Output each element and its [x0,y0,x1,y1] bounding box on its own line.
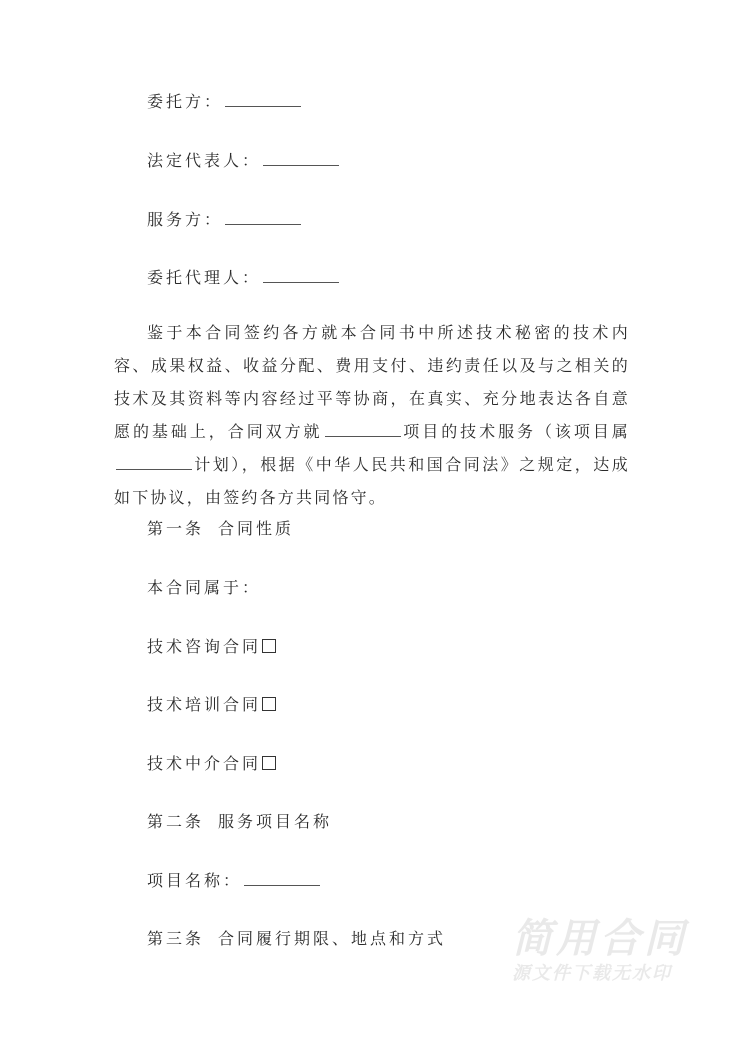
legal-representative-label: 法定代表人： [147,151,262,170]
article-3-number: 第三条 [147,929,205,948]
project-name-value-blank[interactable] [244,871,320,886]
article-1-heading [147,519,294,539]
preamble-paragraph [114,316,630,514]
preamble-text-3: 计划），根据《中华人民共和国合同法》之规定，达成如下协议，由签约各方共同恪守。 [114,455,630,507]
watermark [512,917,688,985]
preamble-text-1: 鉴于本合同签约各方就本合同书中所述技术秘密的技术内容、成果权益、收益分配、费用支付、违约责任以及与之相关的技术及其资料等内容经过平等协商，在真实、充分地表达各自意愿的基础上，合同双方就 [114,323,630,441]
party-service-provider [147,210,301,230]
article-1-title: 合同性质 [218,519,295,538]
option-intermediary-checkbox[interactable] [262,756,276,770]
option-intermediary-label: 技术中介合同 [147,754,262,773]
project-name-field [147,871,320,891]
option-training-label: 技术培训合同 [147,695,262,714]
option-intermediary [147,754,276,774]
service-provider-blank[interactable] [225,210,301,225]
article-1-intro: 本合同属于： [147,578,262,597]
option-training-checkbox[interactable] [262,697,276,711]
service-provider-label: 服务方： [147,210,224,229]
article-2-number: 第二条 [147,812,205,831]
option-training [147,695,276,715]
option-consulting [147,637,276,657]
plan-name-blank[interactable] [116,453,192,470]
watermark-brand: 简用合同 [512,916,688,962]
article-3-heading [147,929,446,949]
party-client-label: 委托方： [147,92,224,111]
preamble-text-2: 项目的技术服务（该项目属 [402,422,631,441]
project-name-blank[interactable] [325,420,401,437]
article-3-title: 合同履行期限、地点和方式 [218,929,447,948]
party-client-blank[interactable] [225,92,301,107]
authorized-agent-label: 委托代理人： [147,268,262,287]
option-consulting-checkbox[interactable] [262,639,276,653]
party-client [147,92,301,112]
watermark-subtitle: 源文件下载无水印 [512,963,672,984]
authorized-agent-blank[interactable] [263,268,339,283]
article-2-title: 服务项目名称 [218,812,333,831]
article-2-heading [147,812,332,832]
party-legal-representative [147,151,339,171]
party-authorized-agent [147,268,339,288]
project-name-label: 项目名称： [147,871,243,890]
legal-representative-blank[interactable] [263,151,339,166]
article-1-number: 第一条 [147,519,205,538]
option-consulting-label: 技术咨询合同 [147,637,262,656]
